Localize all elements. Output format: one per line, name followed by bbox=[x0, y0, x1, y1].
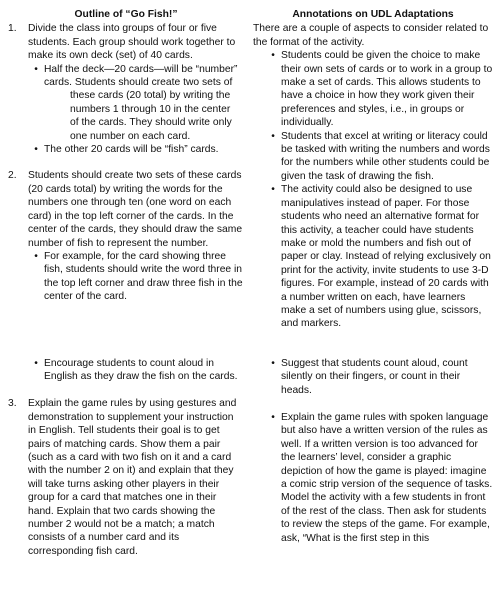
bullet-icon: • bbox=[271, 130, 275, 142]
outline-heading: Outline of “Go Fish!” bbox=[74, 9, 178, 20]
outline-step-1 bbox=[8, 22, 244, 62]
list-item: • Encourage students to count aloud in English as they draw the fish on the cards. bbox=[28, 357, 244, 384]
bullet-icon: • bbox=[271, 357, 275, 369]
bullet-icon: • bbox=[271, 184, 275, 196]
list-item: • The other 20 cards will be “fish” cards. bbox=[28, 143, 244, 156]
step-2-bullets bbox=[8, 250, 244, 304]
list-item: • Suggest that students count aloud, count silently on their fingers, or count in their heads. bbox=[265, 357, 493, 397]
list-item: • Students could be given the choice to make their own sets of cards or to work in a group to make a set of cards. This allows students to have a choice in how they work given their preferences and styles, i.e., in groups or individually. bbox=[265, 49, 493, 129]
outline-step-2 bbox=[8, 169, 244, 249]
annotations-heading: Annotations on UDL Adaptations bbox=[292, 9, 454, 20]
step-1-bullets-2 bbox=[8, 143, 244, 156]
bullet-icon: • bbox=[34, 250, 38, 262]
annotations-list-1 bbox=[253, 49, 493, 331]
bullet-icon: • bbox=[271, 411, 275, 423]
step-number: 3. bbox=[8, 398, 17, 410]
step-text: Divide the class into groups of four or five students. Each group should work together to make its own deck (set) of 40 cards. bbox=[28, 23, 236, 62]
step-1-bullets bbox=[8, 63, 244, 90]
step-text: Students should create two sets of these cards (20 cards total) by writing the words for the numbers one through ten (one word on each card) in the top left corner of the cards. In the center of the cards, they should draw the same number of fish to represent the number. bbox=[28, 170, 243, 249]
list-item: • Half the deck—20 cards—will be “number” cards. Students should create two sets of bbox=[28, 63, 244, 90]
annotations-intro: There are a couple of aspects to consider related to the format of the activity. bbox=[253, 23, 489, 48]
bullet-icon: • bbox=[34, 63, 38, 75]
annotations-column bbox=[253, 8, 493, 545]
step-number: 1. bbox=[8, 23, 17, 35]
annotations-list-2 bbox=[253, 357, 493, 397]
outline-column bbox=[8, 8, 244, 558]
bullet-icon: • bbox=[34, 144, 38, 156]
list-item: • The activity could also be designed to use manipulatives instead of paper. For those students who need an alternative format for this activity, a teacher could have students make or mold the numbers and fish out of paper or clay. Instead of relying exclusively on print for the activity, invite students to use 3-D figures. For example, instead of 20 cards with a number written on each, have learners make a set of numbers using glue, scissors, and markers. bbox=[265, 183, 493, 330]
step-1-bullet-continuation: these cards (20 total) by writing the numbers 1 through 10 in the center of the cards. They should write only one number on each card. bbox=[70, 90, 232, 142]
annotations-list-3 bbox=[253, 411, 493, 545]
bullet-icon: • bbox=[34, 357, 38, 369]
bullet-icon: • bbox=[271, 50, 275, 62]
outline-step-3 bbox=[8, 397, 244, 558]
step-number: 2. bbox=[8, 170, 17, 182]
step-text: Explain the game rules by using gestures and demonstration to supplement your instruction in English. Tell students their goal is to get pairs of matching cards. Show them a pair (such as a card with two fish on it and a card with the number 2 on it) and explain that they will take turns asking other players in their group for a card that matches one in their hand. Explain that two cards showing the number 2 would not be a match; a match consists of a number card and its corresponding fish card. bbox=[28, 398, 237, 557]
list-item: • Explain the game rules with spoken language but also have a written version of the rules as well. If a written version is too advanced for the learners’ level, consider a graphic depiction of how the game is played: imagine a comic strip version of the sequence of tasks. Model the activity with a few students in front of the rest of the class. Then ask for students to review the steps of the game. For example, ask, “What is the first step in this bbox=[265, 411, 493, 545]
list-item: • Students that excel at writing or literacy could be tasked with writing the numbers and words for the numbers while other students could be given the task of drawing the fish. bbox=[265, 130, 493, 184]
step-2-bullets-2 bbox=[8, 357, 244, 384]
list-item: • For example, for the card showing three fish, students should write the word three in the top left corner and draw three fish in the center of the card. bbox=[28, 250, 244, 304]
